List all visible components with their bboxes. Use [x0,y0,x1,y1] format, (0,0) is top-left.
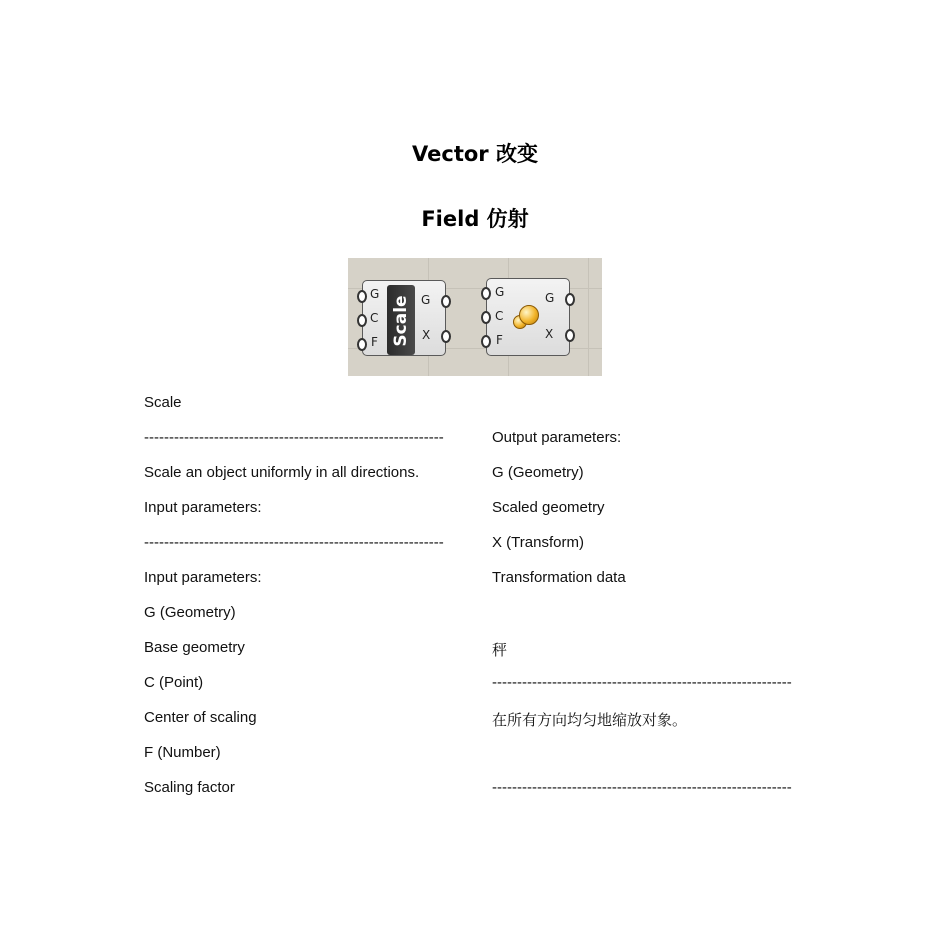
output-label: G [545,291,555,305]
input-label: C [495,309,504,323]
scale-component[interactable] [362,280,446,356]
param-description: Base geometry [144,639,245,656]
input-label: F [496,333,503,347]
separator: ------------------------------------------------------------ [492,779,792,796]
output-port-x[interactable] [565,329,575,342]
scale-icon-component[interactable] [486,278,570,356]
param-name: F (Number) [144,744,221,761]
output-label: X [545,327,554,341]
description-text: Scale an object uniformly in all directions. [144,464,420,481]
input-label: G [495,285,505,299]
page-subtitle: Field 仿射 [421,207,529,231]
canvas-gridline [588,258,589,376]
output-label: X [422,328,431,342]
input-label: G [370,287,380,301]
param-description: Scaled geometry [492,499,605,516]
component-name-cn: 秤 [492,641,508,659]
section-heading: Input parameters: [144,499,262,516]
output-label: G [421,293,431,307]
section-heading: Output parameters: [492,429,622,446]
param-name: X (Transform) [492,534,584,551]
input-port-c[interactable] [357,314,367,327]
separator: ------------------------------------------------------------ [144,429,444,446]
component-name-text: Scale [144,394,182,411]
component-name: Scale [391,295,411,347]
param-name: G (Geometry) [144,604,236,621]
output-port-g[interactable] [565,293,575,306]
output-port-x[interactable] [441,330,451,343]
param-name: G (Geometry) [492,464,584,481]
param-description: Transformation data [492,569,626,586]
component-name-tab [387,285,415,355]
separator: ------------------------------------------------------------ [492,674,792,691]
description-text-cn: 在所有方向均匀地缩放对象。 [492,711,688,729]
param-name: C (Point) [144,674,204,691]
param-description: Scaling factor [144,779,235,796]
input-port-f[interactable] [357,338,367,351]
input-port-g[interactable] [357,290,367,303]
page-title: Vector 改变 [412,142,538,166]
param-description: Center of scaling [144,709,257,726]
output-port-g[interactable] [441,295,451,308]
input-port-f[interactable] [481,335,491,348]
separator: ------------------------------------------------------------ [144,534,444,551]
input-port-c[interactable] [481,311,491,324]
component-figure [348,258,602,376]
input-label: F [371,335,378,349]
input-port-g[interactable] [481,287,491,300]
section-heading: Input parameters: [144,569,262,586]
input-label: C [370,311,379,325]
